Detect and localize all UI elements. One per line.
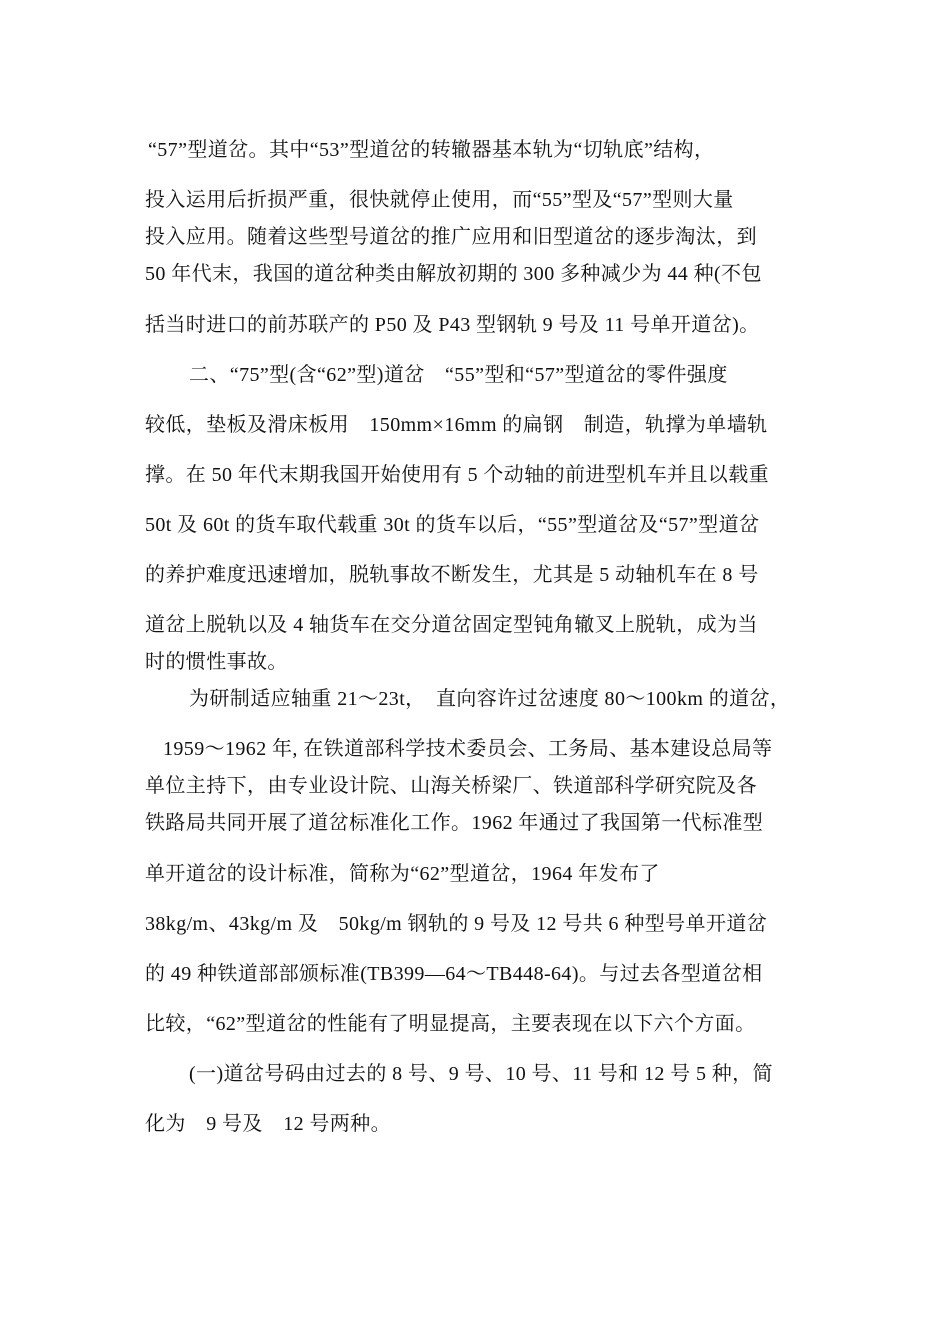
text-line: 撑。在 50 年代末期我国开始使用有 5 个动轴的前进型机车并且以载重: [145, 464, 769, 486]
text-line: 的 49 种铁道部部颁标准(TB399—64～TB448-64)。与过去各型道岔相: [145, 963, 763, 985]
text-line: 时的惯性事故。: [145, 651, 288, 673]
text-line: 50 年代末，我国的道岔种类由解放初期的 300 多种减少为 44 种(不包: [145, 263, 762, 285]
text-line: 二、“75”型(含“62”型)道岔 “55”型和“57”型道岔的零件强度: [189, 364, 728, 386]
text-line: 单位主持下，由专业设计院、山海关桥梁厂、铁道部科学研究院及各: [145, 775, 757, 797]
text-line: 50t 及 60t 的货车取代载重 30t 的货车以后，“55”型道岔及“57”型道岔: [145, 514, 760, 536]
text-line: “57”型道岔。其中“53”型道岔的转辙器基本轨为“切轨底”结构，: [148, 139, 715, 161]
text-line: 铁路局共同开展了道岔标准化工作。1962 年通过了我国第一代标准型: [145, 812, 764, 834]
text-line: (一)道岔号码由过去的 8 号、9 号、10 号、11 号和 12 号 5 种，简: [189, 1063, 773, 1085]
text-line: 化为 9 号及 12 号两种。: [145, 1113, 391, 1135]
text-line: 单开道岔的设计标准，简称为“62”型道岔，1964 年发布了: [145, 863, 660, 885]
text-line: 道岔上脱轨以及 4 轴货车在交分道岔固定型钝角辙叉上脱轨，成为当: [145, 614, 758, 636]
text-line: 38kg/m、43kg/m 及 50kg/m 钢轨的 9 号及 12 号共 6 种型号单开道岔: [145, 913, 768, 935]
text-line: 1959～1962 年, 在铁道部科学技术委员会、工务局、基本建设总局等: [163, 738, 773, 760]
text-line: 投入运用后折损严重，很快就停止使用，而“55”型及“57”型则大量: [145, 189, 734, 211]
text-line: 的养护难度迅速增加，脱轨事故不断发生，尤其是 5 动轴机车在 8 号: [145, 564, 759, 586]
text-line: 比较，“62”型道岔的性能有了明显提高，主要表现在以下六个方面。: [145, 1013, 756, 1035]
text-line: 较低，垫板及滑床板用 150mm×16mm 的扁钢 制造，轨撑为单墙轨: [145, 414, 768, 436]
text-line: 投入应用。随着这些型号道岔的推广应用和旧型道岔的逐步淘汰，到: [145, 226, 757, 248]
text-line: 为研制适应轴重 21～23t， 直向容许过岔速度 80～100km 的道岔，: [189, 688, 791, 710]
text-line: 括当时进口的前苏联产的 P50 及 P43 型钢轨 9 号及 11 号单开道岔)。: [145, 314, 760, 336]
